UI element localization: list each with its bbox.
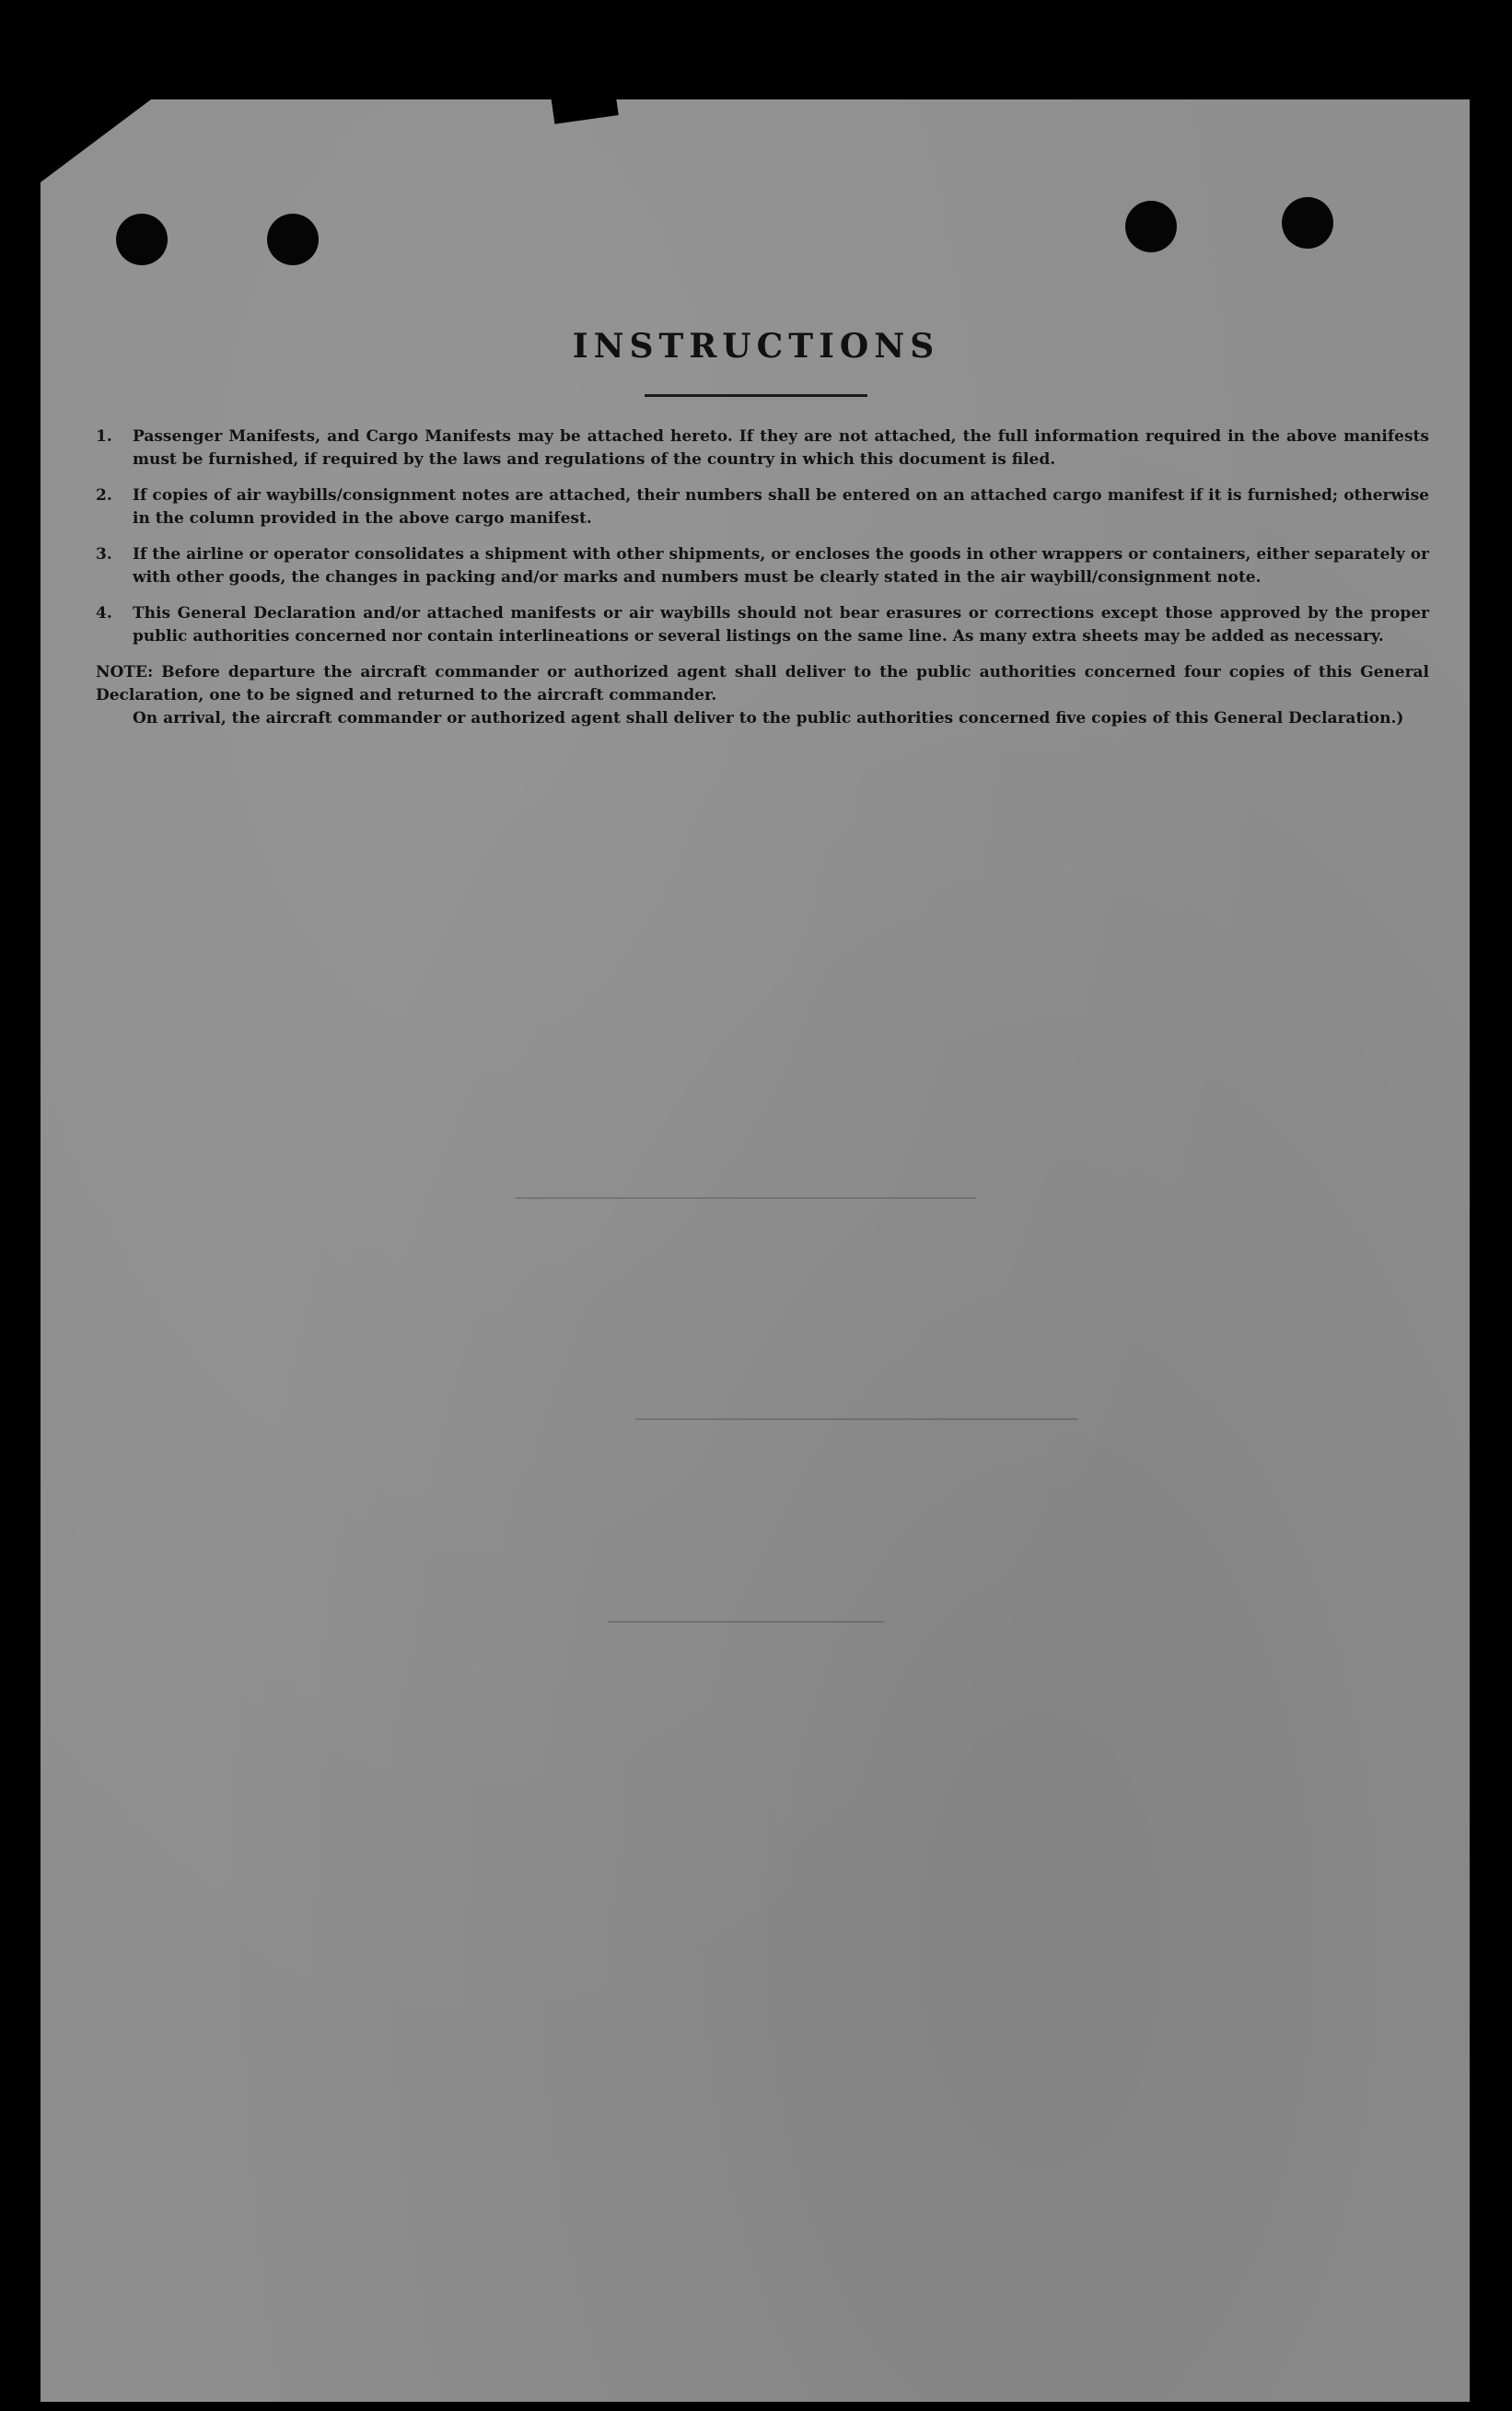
- bleed-through-line: [608, 1621, 884, 1623]
- item-number: 3.: [96, 545, 112, 564]
- note-label: NOTE:: [96, 663, 154, 681]
- page-title: INSTRUCTIONS: [572, 327, 940, 366]
- instruction-item: [96, 484, 1429, 530]
- item-number: 4.: [96, 604, 112, 623]
- punch-hole: [116, 214, 168, 265]
- punch-hole: [1282, 197, 1333, 249]
- item-text: Passenger Manifests, and Cargo Manifests may be attached hereto. If they are not attached, the full information required in the above manifests must be furnished, if required by the laws and regulations of the country in which this document is filed.: [133, 427, 1429, 469]
- bleed-through-line: [516, 1197, 976, 1199]
- item-number: 1.: [96, 427, 112, 446]
- note-line-2: On arrival, the aircraft commander or authorized agent shall deliver to the public authorities concerned five copies of this General Declaration.): [133, 709, 1404, 728]
- punch-hole: [267, 214, 319, 265]
- item-text: If the airline or operator consolidates a shipment with other shipments, or encloses the goods in other wrappers or containers, either separately or with other goods, the changes in packing and/or marks and numbers must be clearly stated in the air waybill/consignment note.: [133, 545, 1429, 587]
- instruction-item: [96, 425, 1429, 472]
- punch-hole: [1125, 201, 1177, 252]
- item-text: This General Declaration and/or attached manifests or air waybills should not bear erasures or corrections except those approved by the proper public authorities concerned nor contain interlineations or several listings on the same line. As many extra sheets may be added as necessary.: [133, 604, 1429, 646]
- instructions-list: [96, 425, 1429, 730]
- torn-corner: [41, 99, 151, 182]
- instruction-item: [96, 602, 1429, 648]
- note-line-1: Before departure the aircraft commander or authorized agent shall deliver to the public authorities concerned four copies of this General Declaration, one to be signed and returned to the aircraft commander.: [96, 663, 1430, 705]
- instruction-item: [96, 543, 1429, 589]
- item-text: If copies of air waybills/consignment notes are attached, their numbers shall be entered on an attached cargo manifest if it is furnished; otherwise in the column provided in the above cargo manifest.: [133, 486, 1429, 528]
- item-number: 2.: [96, 486, 112, 505]
- title-underline: [645, 394, 867, 397]
- note-block: [96, 661, 1429, 730]
- bleed-through-line: [635, 1418, 1077, 1420]
